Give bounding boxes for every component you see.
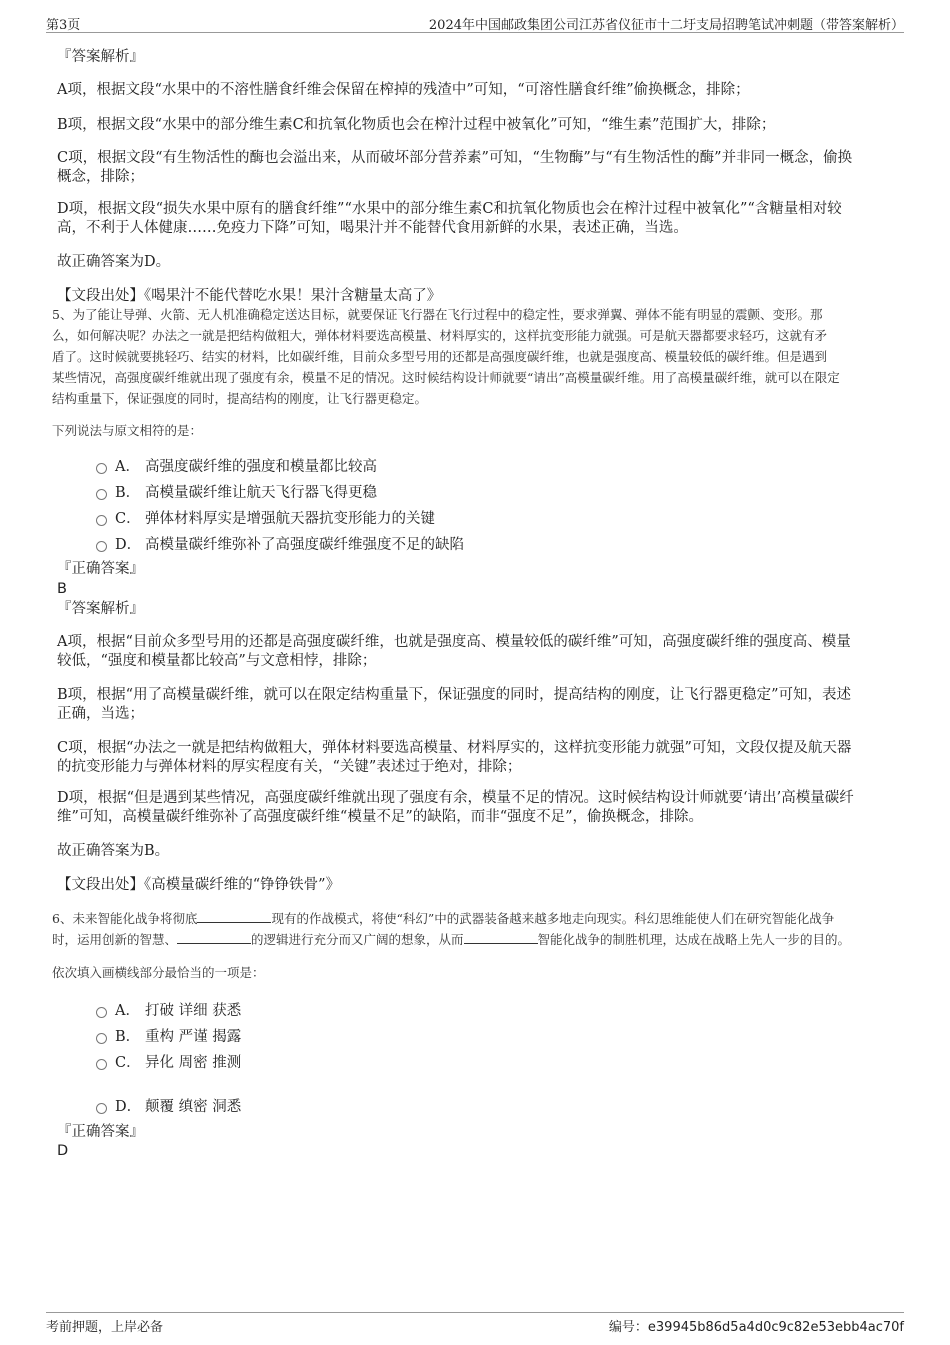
fill-blank-1 (197, 910, 271, 923)
q6-answer: D (57, 1143, 69, 1159)
q5-analysis-c2: 的抗变形能力与弹体材料的厚实程度有关，“关键”表述过于绝对，排除； (57, 759, 522, 775)
q5-conclusion: 故正确答案为B。 (57, 843, 170, 859)
page-footer (46, 1312, 904, 1335)
q5-passage-line-3: 盾了。这时候就要挑轻巧、结实的材料，比如碳纤维，目前众多型号用的还都是高强度碳纤维，也就是强度高、模量较低的碳纤维。但是遇到 (52, 349, 828, 364)
q6-passage-line-1: 6、未来智能化战争将彻底 现有的作战模式，将使“科幻”中的武器装备越来越多地走向现实。科幻思维能使人们在研究智能化战争 (52, 911, 835, 926)
q6-passage-line-2: 时，运用创新的智慧、 的逻辑进行充分而又广阔的想象，从而 智能化战争的制胜机理，达成在战略上先人一步的目的。 (52, 932, 851, 947)
q5-analysis-c1: C项，根据“办法之一就是把结构做粗大，弹体材料要选高模量、材料厚实的，这样抗变形能力就强”可知，文段仅提及航天器 (57, 740, 852, 756)
fill-blank-2 (177, 931, 251, 944)
q4-conclusion: 故正确答案为D。 (57, 254, 171, 270)
q4-analysis-d1: D项，根据文段“损失水果中原有的膳食纤维”“水果中的部分维生素C和抗氧化物质也会在榨汁过程中被氧化”“含糖量相对较 (57, 201, 842, 217)
q5-option-d[interactable]: D． 高模量碳纤维弥补了高强度碳纤维强度不足的缺陷 (96, 533, 464, 553)
page-header (46, 12, 904, 33)
radio-icon[interactable] (96, 1059, 107, 1070)
q5-answer-label: 『正确答案』 (57, 561, 144, 577)
q5-analysis-a1: A项，根据“目前众多型号用的还都是高强度碳纤维，也就是强度高、模量较低的碳纤维”可知，高强度碳纤维的强度高、模量 (57, 634, 851, 650)
q6-option-d[interactable]: D． 颠覆 缜密 洞悉 (96, 1095, 241, 1115)
q5-analysis-b2: 正确，当选； (57, 706, 144, 722)
q5-option-c[interactable]: C． 弹体材料厚实是增强航天器抗变形能力的关键 (96, 507, 435, 527)
q5-passage-line-1: 5、为了能让导弹、火箭、无人机准确稳定送达目标，就要保证飞行器在飞行过程中的稳定性，要求弹翼、弹体不能有明显的震颤、变形。那 (52, 307, 823, 322)
q5-analysis-d2: 维”可知，高模量碳纤维弥补了高强度碳纤维“模量不足”的缺陷，而非“强度不足”，偷换概念，排除。 (57, 809, 704, 825)
page-number: 第3页 (46, 18, 81, 33)
q5-analysis-a2: 较低，“强度和模量都比较高”与文意相悖，排除； (57, 653, 377, 669)
q4-analysis-a: A项，根据文段“水果中的不溶性膳食纤维会保留在榨掉的残渣中”可知，“可溶性膳食纤维”偷换概念，排除； (57, 82, 750, 98)
document-title: 2024年中国邮政集团公司江苏省仪征市十二圩支局招聘笔试冲刺题（带答案解析） (428, 18, 904, 33)
document-code: 编号：e39945b86d5a4d0c9c82e53ebb4ac70f (608, 1320, 904, 1335)
q5-passage-line-4: 某些情况，高强度碳纤维就出现了强度有余，模量不足的情况。这时候结构设计师就要“请出”高模量碳纤维。用了高模量碳纤维，就可以在限定 (52, 370, 840, 385)
radio-icon[interactable] (96, 515, 107, 526)
q5-option-b[interactable]: B． 高模量碳纤维让航天飞行器飞得更稳 (96, 481, 377, 501)
q5-answer: B (57, 581, 67, 597)
q6-option-c[interactable]: C． 异化 周密 推测 (96, 1051, 241, 1071)
radio-icon[interactable] (96, 463, 107, 474)
fill-blank-3 (464, 931, 538, 944)
q4-analysis-label: 『答案解析』 (57, 49, 144, 65)
q4-source: 【文段出处】《喝果汁不能代替吃水果！果汁含糖量太高了》 (57, 288, 442, 304)
q5-passage-line-5: 结构重量下，保证强度的同时，提高结构的刚度，让飞行器更稳定。 (52, 391, 428, 406)
radio-icon[interactable] (96, 1103, 107, 1114)
q5-analysis-b1: B项，根据“用了高模量碳纤维，就可以在限定结构重量下，保证强度的同时，提高结构的刚度，让飞行器更稳定”可知，表述 (57, 687, 851, 703)
q6-answer-label: 『正确答案』 (57, 1124, 144, 1140)
q5-passage-line-2: 么，如何解决呢？办法之一就是把结构做粗大，弹体材料要选高模量、材料厚实的，这样抗变形能力就强。可是航天器都要求轻巧，这就有矛 (52, 328, 828, 343)
q5-option-a[interactable]: A． 高强度碳纤维的强度和模量都比较高 (96, 455, 377, 475)
radio-icon[interactable] (96, 1007, 107, 1018)
q4-analysis-c2: 概念，排除； (57, 169, 144, 185)
footer-slogan: 考前押题，上岸必备 (46, 1320, 164, 1335)
radio-icon[interactable] (96, 489, 107, 500)
q4-analysis-b: B项，根据文段“水果中的部分维生素C和抗氧化物质也会在榨汁过程中被氧化”可知，“维生素”范围扩大，排除； (57, 117, 776, 133)
q4-analysis-c1: C项，根据文段“有生物活性的酶也会溢出来，从而破坏部分营养素”可知，“生物酶”与“有生物活性的酶”并非同一概念，偷换 (57, 150, 853, 166)
q4-analysis-d2: 高，不利于人体健康……免疫力下降”可知，喝果汁并不能替代食用新鲜的水果，表述正确，当选。 (57, 220, 688, 236)
q5-analysis-d1: D项，根据“但是遇到某些情况，高强度碳纤维就出现了强度有余，模量不足的情况。这时候结构设计师就要‘请出’高模量碳纤 (57, 790, 854, 806)
q6-option-b[interactable]: B． 重构 严谨 揭露 (96, 1025, 241, 1045)
q5-source: 【文段出处】《高模量碳纤维的“铮铮铁骨”》 (57, 877, 341, 893)
q6-prompt: 依次填入画横线部分最恰当的一项是： (52, 965, 265, 980)
q5-analysis-label: 『答案解析』 (57, 601, 144, 617)
radio-icon[interactable] (96, 1033, 107, 1044)
q6-option-a[interactable]: A． 打破 详细 获悉 (96, 999, 241, 1019)
q5-prompt: 下列说法与原文相符的是： (52, 423, 203, 438)
radio-icon[interactable] (96, 541, 107, 552)
